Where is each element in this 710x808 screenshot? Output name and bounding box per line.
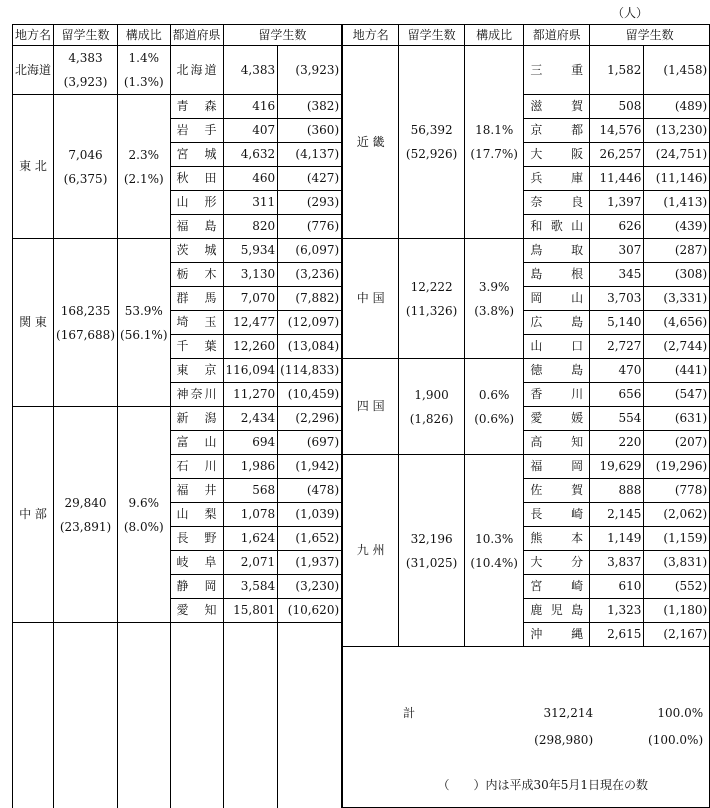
prefecture-prev-count: (4,656) [644, 311, 710, 335]
prefecture-count: 1,986 [223, 455, 278, 479]
prefecture-prev-count: (1,159) [644, 527, 710, 551]
region-students [399, 46, 465, 239]
total-spacer [403, 729, 483, 752]
region-name: 東 北 [13, 95, 54, 239]
total-prev-ratio: (100.0%) [648, 733, 704, 747]
region-ratio-previous: (17.7%) [470, 147, 518, 161]
prefecture-prev-count: (1,039) [278, 503, 343, 527]
prefecture-prev-count: (2,744) [644, 335, 710, 359]
prefecture-count: 470 [590, 359, 644, 383]
prefecture-name: 山形 [170, 191, 223, 215]
prefecture-name: 山梨 [170, 503, 223, 527]
empty-cell [223, 670, 278, 693]
prefecture-name: 北海道 [170, 46, 223, 95]
prefecture-count: 3,130 [223, 263, 278, 287]
prefecture-name: 群馬 [170, 287, 223, 311]
empty-cell [170, 670, 223, 693]
empty-cell [278, 670, 343, 693]
prefecture-prev-count: (6,097) [278, 239, 343, 263]
prefecture-name: 愛媛 [524, 407, 590, 431]
student-count-table [12, 24, 710, 808]
prefecture-name: 鳥取 [524, 239, 590, 263]
prefecture-count: 3,837 [590, 551, 644, 575]
region-students-current: 168,235 [60, 303, 111, 318]
prefecture-count: 694 [223, 431, 278, 455]
prefecture-prev-count: (3,236) [278, 263, 343, 287]
prefecture-prev-count: (547) [644, 383, 710, 407]
region-name: 近 畿 [342, 46, 399, 239]
region-ratio-previous: (8.0%) [123, 519, 164, 534]
empty-cell [223, 739, 278, 762]
prefecture-count: 1,078 [223, 503, 278, 527]
prefecture-count: 820 [223, 215, 278, 239]
region-ratio-current: 10.3% [475, 531, 514, 546]
prefecture-count: 14,576 [590, 119, 644, 143]
prefecture-name: 京都 [524, 119, 590, 143]
prefecture-count: 1,323 [590, 599, 644, 623]
prefecture-name: 福井 [170, 479, 223, 503]
unit-label: （人） [611, 6, 648, 20]
prefecture-prev-count: (1,937) [278, 551, 343, 575]
prefecture-count: 12,477 [223, 311, 278, 335]
prefecture-name: 滋賀 [524, 95, 590, 119]
prefecture-count: 15,801 [223, 599, 278, 623]
prefecture-prev-count: (11,146) [644, 167, 710, 191]
prefecture-name: 島根 [524, 263, 590, 287]
empty-cell [223, 716, 278, 739]
region-students-previous: (52,926) [405, 147, 458, 161]
prefecture-count: 1,149 [590, 527, 644, 551]
prefecture-prev-count: (4,137) [278, 143, 343, 167]
prefecture-count: 407 [223, 119, 278, 143]
empty-cell [170, 623, 223, 647]
prefecture-name: 茨城 [170, 239, 223, 263]
region-ratio-previous: (10.4%) [470, 555, 518, 570]
region-ratio-previous: (2.1%) [123, 171, 164, 186]
prefecture-prev-count: (308) [644, 263, 710, 287]
prefecture-name: 三重 [524, 46, 590, 95]
prefecture-count: 1,397 [590, 191, 644, 215]
table-header-row [13, 25, 710, 46]
prefecture-prev-count: (3,831) [644, 551, 710, 575]
region-students-current: 1,900 [414, 387, 449, 402]
prefecture-name: 奈良 [524, 191, 590, 215]
empty-cell [170, 785, 223, 808]
region-students-previous: (11,326) [405, 303, 458, 318]
prefecture-prev-count: (12,097) [278, 311, 343, 335]
region-students-previous: (6,375) [63, 171, 108, 186]
region-ratio [118, 95, 170, 239]
region-name: 中 国 [342, 239, 399, 359]
prefecture-count: 3,703 [590, 287, 644, 311]
prefecture-prev-count: (489) [644, 95, 710, 119]
empty-cell [13, 739, 54, 762]
region-name: 九 州 [342, 455, 399, 647]
prefecture-prev-count: (778) [644, 479, 710, 503]
prefecture-prev-count: (287) [644, 239, 710, 263]
empty-cell [54, 670, 118, 693]
region-ratio-current: 18.1% [475, 123, 514, 137]
region-ratio-previous: (1.3%) [123, 75, 164, 89]
prefecture-name: 熊本 [524, 527, 590, 551]
total-value: 312,214 [543, 706, 594, 720]
empty-cell [13, 670, 54, 693]
prefecture-count: 1,582 [590, 46, 644, 95]
empty-cell [54, 693, 118, 716]
prefecture-count: 5,934 [223, 239, 278, 263]
prefecture-count: 568 [223, 479, 278, 503]
empty-cell [278, 762, 343, 785]
empty-cell [170, 647, 223, 670]
prefecture-name: 高知 [524, 431, 590, 455]
prefecture-count: 345 [590, 263, 644, 287]
prefecture-name: 愛知 [170, 599, 223, 623]
empty-cell [223, 623, 278, 647]
prefecture-name: 山口 [524, 335, 590, 359]
total-prev-value: (298,980) [534, 733, 594, 747]
prefecture-count: 11,446 [590, 167, 644, 191]
region-students [54, 239, 118, 407]
prefecture-name: 長崎 [524, 503, 590, 527]
prefecture-count: 2,145 [590, 503, 644, 527]
region-students-previous: (31,025) [405, 555, 458, 570]
prefecture-name: 宮崎 [524, 575, 590, 599]
prefecture-prev-count: (3,331) [644, 287, 710, 311]
empty-cell [170, 762, 223, 785]
prefecture-prev-count: (10,620) [278, 599, 343, 623]
region-ratio-current: 1.4% [128, 51, 159, 65]
region-students-current: 29,840 [64, 495, 107, 510]
prefecture-prev-count: (2,062) [644, 503, 710, 527]
prefecture-name: 鹿児島 [524, 599, 590, 623]
prefecture-name: 大阪 [524, 143, 590, 167]
region-ratio [118, 239, 170, 407]
header-students: 留学生数 [54, 25, 118, 46]
prefecture-count: 2,615 [590, 623, 644, 647]
header-prefecture: 都道府県 [170, 25, 223, 46]
prefecture-name: 静岡 [170, 575, 223, 599]
prefecture-prev-count: (10,459) [278, 383, 343, 407]
table-body [13, 46, 710, 808]
empty-cell [278, 785, 343, 808]
prefecture-prev-count: (478) [278, 479, 343, 503]
prefecture-count: 26,257 [590, 143, 644, 167]
prefecture-prev-count: (1,458) [644, 46, 710, 95]
header-prefecture-right: 都道府県 [524, 25, 590, 46]
region-name: 北海道 [13, 46, 54, 95]
prefecture-count: 4,632 [223, 143, 278, 167]
prefecture-count: 626 [590, 215, 644, 239]
empty-cell [278, 716, 343, 739]
prefecture-count: 307 [590, 239, 644, 263]
prefecture-name: 福岡 [524, 455, 590, 479]
prefecture-prev-count: (3,923) [278, 46, 343, 95]
prefecture-count: 460 [223, 167, 278, 191]
prefecture-prev-count: (697) [278, 431, 343, 455]
region-students-current: 56,392 [410, 123, 453, 137]
prefecture-count: 610 [590, 575, 644, 599]
prefecture-prev-count: (1,652) [278, 527, 343, 551]
region-ratio [118, 46, 170, 95]
region-ratio-current: 2.3% [128, 147, 159, 162]
prefecture-name: 東京 [170, 359, 223, 383]
prefecture-prev-count: (114,833) [278, 359, 343, 383]
empty-cell [54, 785, 118, 808]
prefecture-count: 7,070 [223, 287, 278, 311]
prefecture-count: 554 [590, 407, 644, 431]
empty-cell [13, 716, 54, 739]
prefecture-count: 19,629 [590, 455, 644, 479]
prefecture-name: 神奈川 [170, 383, 223, 407]
region-students-current: 12,222 [410, 279, 453, 294]
prefecture-count: 2,434 [223, 407, 278, 431]
header-ratio: 構成比 [118, 25, 170, 46]
header-students-right: 留学生数 [399, 25, 465, 46]
prefecture-prev-count: (2,296) [278, 407, 343, 431]
prefecture-count: 4,383 [223, 46, 278, 95]
empty-cell [118, 716, 170, 739]
region-ratio [118, 407, 170, 623]
region-ratio [464, 359, 523, 455]
prefecture-name: 新潟 [170, 407, 223, 431]
prefecture-name: 岩手 [170, 119, 223, 143]
prefecture-name: 和歌山 [524, 215, 590, 239]
empty-cell [54, 647, 118, 670]
prefecture-prev-count: (1,180) [644, 599, 710, 623]
empty-cell [118, 693, 170, 716]
prefecture-name: 千葉 [170, 335, 223, 359]
footnote: （ ）内は平成30年5月1日現在の数 [437, 778, 648, 792]
prefecture-name: 佐賀 [524, 479, 590, 503]
prefecture-name: 富山 [170, 431, 223, 455]
empty-cell [118, 647, 170, 670]
empty-cell [278, 693, 343, 716]
empty-cell [170, 716, 223, 739]
region-name: 四 国 [342, 359, 399, 455]
prefecture-name: 沖縄 [524, 623, 590, 647]
prefecture-count: 220 [590, 431, 644, 455]
region-ratio [464, 239, 523, 359]
empty-cell [278, 623, 343, 647]
region-students [399, 359, 465, 455]
prefecture-prev-count: (2,167) [644, 623, 710, 647]
region-students [54, 95, 118, 239]
prefecture-count: 2,071 [223, 551, 278, 575]
prefecture-count: 5,140 [590, 311, 644, 335]
total-label: 計 [403, 706, 416, 720]
prefecture-prev-count: (552) [644, 575, 710, 599]
prefecture-name: 秋田 [170, 167, 223, 191]
table-row [13, 239, 710, 263]
region-ratio-previous: (56.1%) [120, 327, 168, 342]
region-name: 中 部 [13, 407, 54, 623]
prefecture-count: 508 [590, 95, 644, 119]
header-region: 地方名 [13, 25, 54, 46]
region-name: 関 東 [13, 239, 54, 407]
prefecture-prev-count: (1,413) [644, 191, 710, 215]
empty-cell [13, 785, 54, 808]
prefecture-prev-count: (776) [278, 215, 343, 239]
empty-cell [223, 762, 278, 785]
region-students-previous: (3,923) [63, 75, 108, 89]
prefecture-prev-count: (293) [278, 191, 343, 215]
prefecture-prev-count: (631) [644, 407, 710, 431]
prefecture-prev-count: (360) [278, 119, 343, 143]
prefecture-prev-count: (427) [278, 167, 343, 191]
header-pref-students: 留学生数 [223, 25, 342, 46]
prefecture-count: 888 [590, 479, 644, 503]
empty-cell [118, 762, 170, 785]
prefecture-name: 栃木 [170, 263, 223, 287]
prefecture-prev-count: (13,084) [278, 335, 343, 359]
prefecture-name: 長野 [170, 527, 223, 551]
total-block-inner [343, 702, 709, 752]
region-ratio-previous: (3.8%) [474, 303, 515, 318]
prefecture-prev-count: (439) [644, 215, 710, 239]
region-ratio-current: 9.6% [128, 495, 159, 510]
prefecture-name: 福島 [170, 215, 223, 239]
empty-cell [13, 693, 54, 716]
prefecture-prev-count: (1,942) [278, 455, 343, 479]
prefecture-name: 岐阜 [170, 551, 223, 575]
prefecture-prev-count: (19,296) [644, 455, 710, 479]
prefecture-name: 石川 [170, 455, 223, 479]
region-ratio-current: 53.9% [124, 303, 163, 318]
table-row [13, 46, 710, 95]
region-students-previous: (167,688) [56, 327, 116, 342]
empty-cell [118, 785, 170, 808]
region-students [54, 46, 118, 95]
prefecture-prev-count: (3,230) [278, 575, 343, 599]
prefecture-prev-count: (382) [278, 95, 343, 119]
prefecture-prev-count: (207) [644, 431, 710, 455]
prefecture-name: 青森 [170, 95, 223, 119]
prefecture-prev-count: (24,751) [644, 143, 710, 167]
empty-cell [223, 785, 278, 808]
prefecture-count: 3,584 [223, 575, 278, 599]
prefecture-count: 12,260 [223, 335, 278, 359]
prefecture-name: 大分 [524, 551, 590, 575]
region-students [54, 407, 118, 623]
empty-cell [170, 693, 223, 716]
empty-cell [278, 739, 343, 762]
prefecture-name: 徳島 [524, 359, 590, 383]
region-students-previous: (23,891) [59, 519, 112, 534]
prefecture-count: 11,270 [223, 383, 278, 407]
prefecture-prev-count: (7,882) [278, 287, 343, 311]
empty-cell [118, 739, 170, 762]
prefecture-count: 416 [223, 95, 278, 119]
empty-cell [54, 623, 118, 647]
region-ratio [464, 46, 523, 239]
region-students-current: 32,196 [410, 531, 453, 546]
prefecture-name: 岡山 [524, 287, 590, 311]
region-students [399, 239, 465, 359]
header-region-right: 地方名 [342, 25, 399, 46]
empty-cell [223, 647, 278, 670]
prefecture-name: 香川 [524, 383, 590, 407]
region-students-current: 7,046 [68, 147, 103, 162]
prefecture-count: 2,727 [590, 335, 644, 359]
empty-cell [170, 739, 223, 762]
region-students-previous: (1,826) [409, 411, 454, 426]
prefecture-count: 656 [590, 383, 644, 407]
prefecture-count: 116,094 [223, 359, 278, 383]
prefecture-count: 311 [223, 191, 278, 215]
empty-cell [54, 739, 118, 762]
region-students-current: 4,383 [68, 51, 103, 65]
region-ratio-current: 0.6% [478, 387, 510, 402]
header-pref-students-right: 留学生数 [590, 25, 710, 46]
empty-cell [278, 647, 343, 670]
header-ratio-right: 構成比 [464, 25, 523, 46]
prefecture-name: 宮城 [170, 143, 223, 167]
empty-cell [13, 647, 54, 670]
empty-cell [118, 623, 170, 647]
empty-cell [54, 716, 118, 739]
prefecture-prev-count: (13,230) [644, 119, 710, 143]
prefecture-count: 1,624 [223, 527, 278, 551]
prefecture-name: 広島 [524, 311, 590, 335]
region-ratio-previous: (0.6%) [474, 411, 515, 426]
empty-cell [223, 693, 278, 716]
empty-cell [118, 670, 170, 693]
empty-cell [13, 762, 54, 785]
table-row [13, 647, 710, 670]
prefecture-prev-count: (441) [644, 359, 710, 383]
empty-cell [13, 623, 54, 647]
prefecture-name: 兵庫 [524, 167, 590, 191]
prefecture-name: 埼玉 [170, 311, 223, 335]
region-students [399, 455, 465, 647]
total-ratio: 100.0% [657, 706, 704, 720]
region-ratio-current: 3.9% [478, 279, 510, 294]
empty-cell [54, 762, 118, 785]
region-ratio [464, 455, 523, 647]
